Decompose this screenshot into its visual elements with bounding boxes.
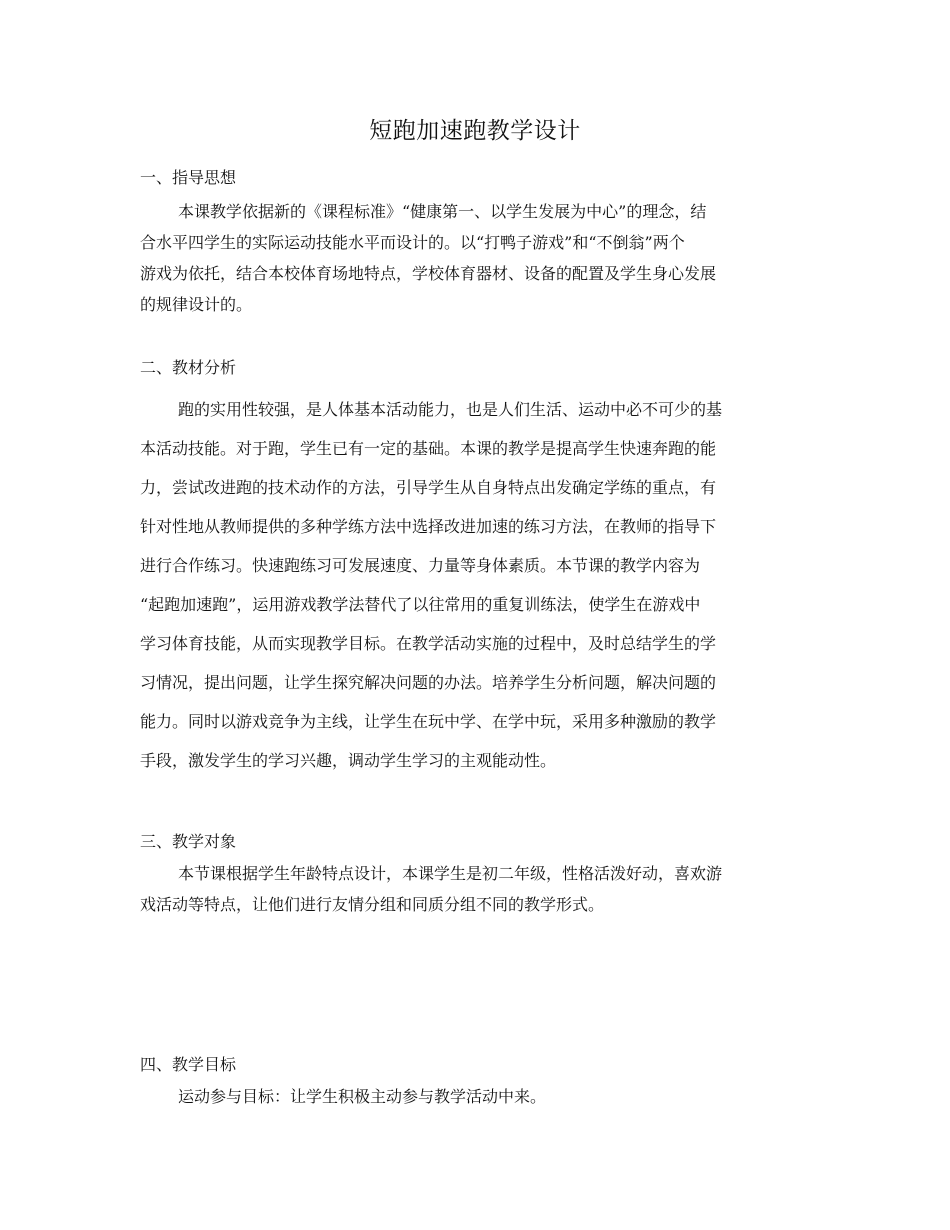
paragraph-line: 运动参与目标：让学生积极主动参与教学活动中来。: [178, 1087, 547, 1106]
paragraph-line: 戏活动等特点，让他们进行友情分组和同质分组不同的教学形式。: [140, 895, 605, 914]
paragraph-line: “起跑加速跑”，运用游戏教学法替代了以往常用的重复训练法，使学生在游戏中: [140, 595, 701, 614]
paragraph-line: 合水平四学生的实际运动技能水平而设计的。以“打鸭子游戏”和“不倒翁”两个: [140, 233, 685, 252]
paragraph-line: 力，尝试改进跑的技术动作的方法，引导学生从自身特点出发确定学练的重点，有: [140, 478, 717, 497]
paragraph-line: 手段，激发学生的学习兴趣，调动学生学习的主观能动性。: [140, 751, 557, 770]
paragraph-line: 跑的实用性较强，是人体基本活动能力，也是人们生活、运动中必不可少的基: [178, 400, 723, 419]
section-heading-teaching-object: 三、教学对象: [140, 832, 237, 851]
paragraph-line: 针对性地从教师提供的多种学练方法中选择改进加速的练习方法，在教师的指导下: [140, 517, 717, 536]
paragraph-line: 习情况，提出问题，让学生探究解决问题的办法。培养学生分析问题，解决问题的: [140, 673, 717, 692]
paragraph-line: 游戏为依托，结合本校体育场地特点，学校体育器材、设备的配置及学生身心发展: [140, 264, 717, 283]
paragraph-line: 本活动技能。对于跑，学生已有一定的基础。本课的教学是提高学生快速奔跑的能: [140, 439, 717, 458]
paragraph-line: 本课教学依据新的《课程标准》“健康第一、以学生发展为中心”的理念，结: [178, 202, 707, 221]
section-body-teaching-object: [140, 858, 812, 920]
section-heading-material-analysis: 二、教材分析: [140, 358, 237, 377]
paragraph-line: 学习体育技能，从而实现教学目标。在教学活动实施的过程中，及时总结学生的学: [140, 634, 717, 653]
paragraph-line: 的规律设计的。: [140, 295, 253, 314]
section-heading-guiding-ideology: 一、指导思想: [140, 168, 237, 187]
section-body-material-analysis: [140, 390, 812, 780]
section-body-teaching-goals: [140, 1081, 812, 1112]
section-heading-teaching-goals: 四、教学目标: [140, 1055, 237, 1074]
paragraph-line: 能力。同时以游戏竞争为主线，让学生在玩中学、在学中玩，采用多种激励的教学: [140, 712, 717, 731]
document-title: 短跑加速跑教学设计: [369, 118, 581, 144]
section-body-guiding-ideology: [140, 196, 812, 320]
paragraph-line: 进行合作练习。快速跑练习可发展速度、力量等身体素质。本节课的教学内容为: [140, 556, 701, 575]
paragraph-line: 本节课根据学生年龄特点设计，本课学生是初二年级，性格活泼好动，喜欢游: [178, 864, 723, 883]
